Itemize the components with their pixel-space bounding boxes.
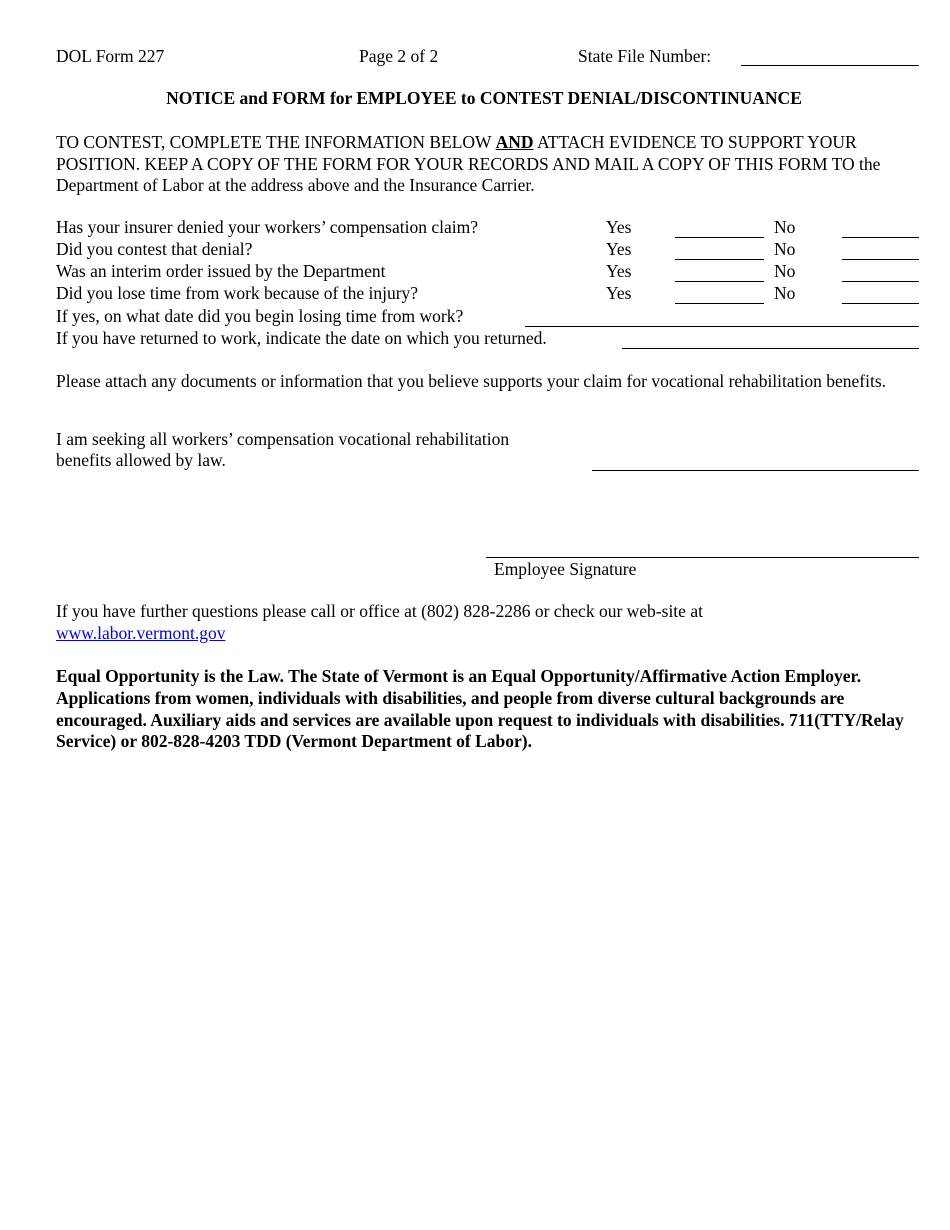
question-text: Has your insurer denied your workers’ compensation claim? [56,217,478,237]
seeking-line-2: benefits allowed by law. [56,450,226,470]
instructions-emphasis: AND [495,132,534,152]
lost-time-date-question: If yes, on what date did you begin losing time from work? [56,306,464,326]
yes-label: Yes [606,261,632,281]
yes-label: Yes [606,283,632,303]
website-link[interactable]: www.labor.vermont.gov [56,622,226,643]
no-answer-field[interactable] [842,259,919,260]
instructions: TO CONTEST, COMPLETE THE INFORMATION BELOW AND ATTACH EVIDENCE TO SUPPORT YOUR POSITION. KEEP A COPY OF THE FORM FOR YOUR RECORDS AND MAIL A COPY OF THIS FORM TO the Department of Labor at the address above and the Insurance Carrier. [56,132,881,195]
returned-date-field[interactable] [622,348,919,349]
page-title: NOTICE and FORM for EMPLOYEE to CONTEST DENIAL/DISCONTINUANCE [166,88,802,108]
question-text: Did you contest that denial? [56,239,253,259]
contact-info [56,601,906,644]
question-text: Was an interim order issued by the Department [56,261,386,281]
employee-signature-field[interactable] [486,557,919,558]
no-label: No [774,283,796,303]
no-answer-field[interactable] [842,303,919,304]
no-answer-field[interactable] [842,237,919,238]
no-label: No [774,217,796,237]
no-answer-field[interactable] [842,281,919,282]
yes-label: Yes [606,217,632,237]
no-label: No [774,261,796,281]
form-id: DOL Form 227 [56,46,165,66]
no-label: No [774,239,796,259]
contact-text: If you have further questions please call or office at (802) 828-2286 or check our web-site at [56,601,703,621]
state-file-label: State File Number: [578,46,712,66]
question-text: Did you lose time from work because of the injury? [56,283,419,303]
seeking-line-1: I am seeking all workers’ compensation vocational rehabilitation [56,429,510,449]
state-file-number-field[interactable] [741,65,919,66]
yes-label: Yes [606,239,632,259]
equal-opportunity-notice: Equal Opportunity is the Law. The State of Vermont is an Equal Opportunity/Affirmative Action Employer. Applications from women, individuals with disabilities, and people from diverse cultural backgrounds are encouraged. Auxiliary aids and services are available upon request to individuals with disabilities. 711(TTY/Relay Service) or 802-828-4203 TDD (Vermont Department of Labor). [56,666,904,752]
yes-answer-field[interactable] [675,259,764,260]
yes-answer-field[interactable] [675,237,764,238]
returned-date-question: If you have returned to work, indicate the date on which you returned. [56,328,547,348]
signature-label: Employee Signature [494,559,637,579]
page-number: Page 2 of 2 [359,46,439,66]
yes-answer-field[interactable] [675,281,764,282]
attach-note: Please attach any documents or information that you believe supports your claim for vocational rehabilitation benefits. [56,371,887,391]
lost-time-date-field[interactable] [525,326,919,327]
seeking-benefits-field[interactable] [592,470,919,471]
yes-answer-field[interactable] [675,303,764,304]
